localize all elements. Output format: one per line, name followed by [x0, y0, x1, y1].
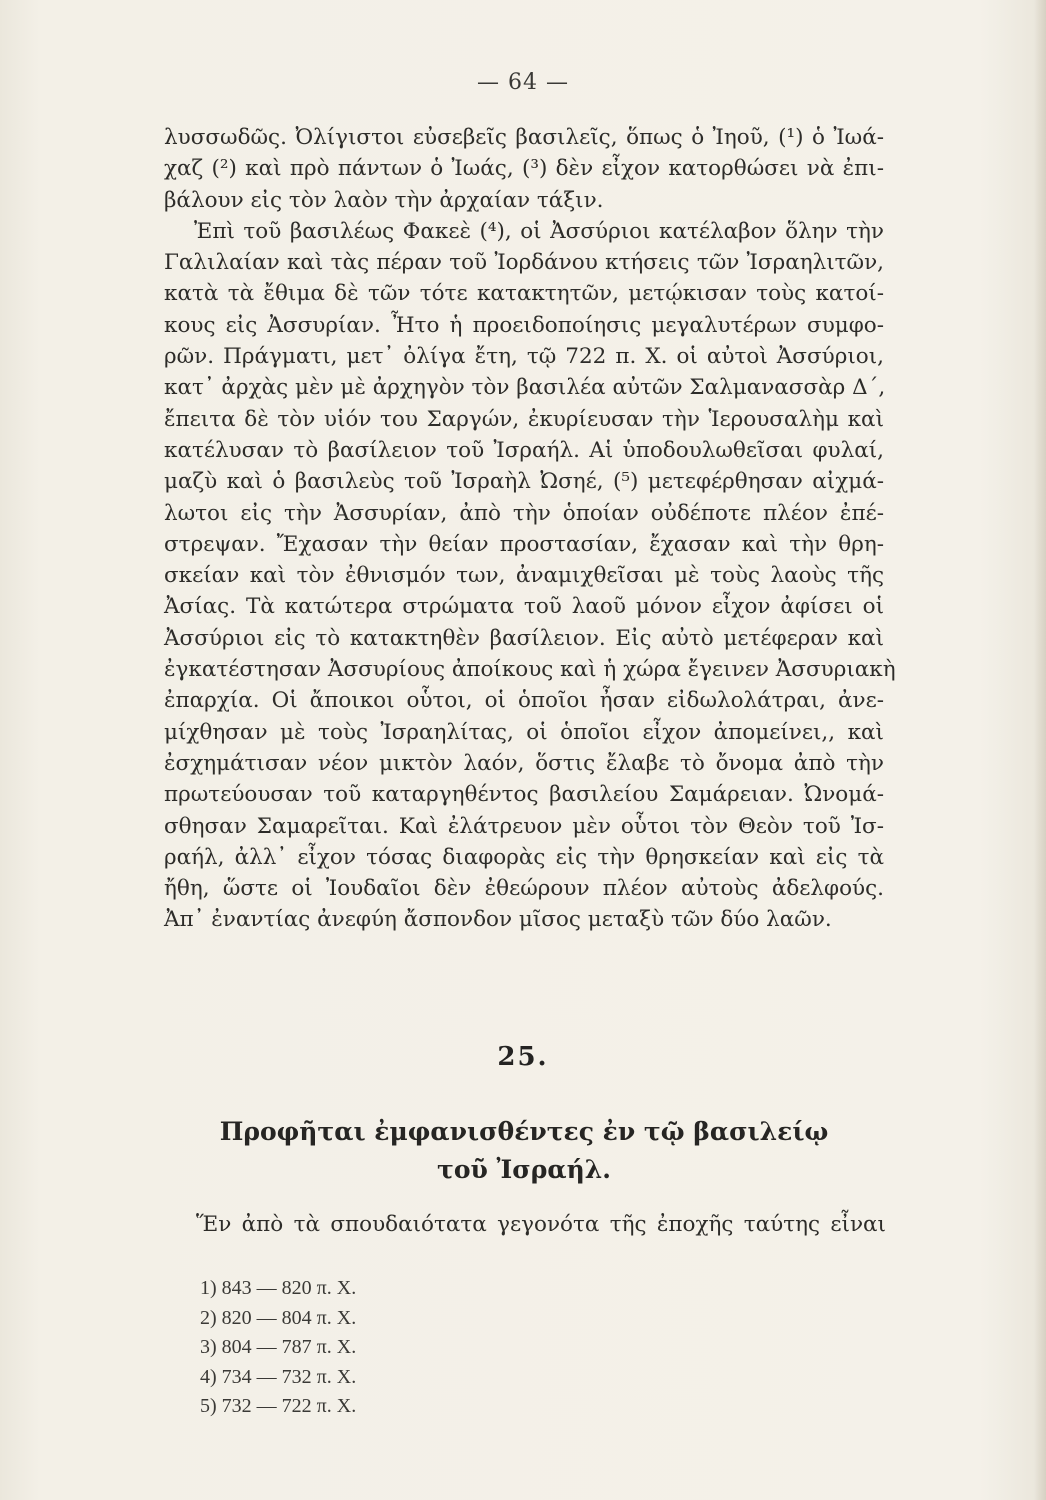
- body-line: πρωτεύουσαν τοῦ καταργηθέντος βασιλείου Σαμάρειαν. Ὠνομά-: [164, 782, 884, 808]
- body-line: βάλουν εἰς τὸν λαὸν τὴν ἀρχαίαν τάξιν.: [164, 187, 604, 213]
- footnote: 2) 820 — 804 π. Χ.: [200, 1306, 357, 1329]
- body-line: κους εἰς Ἀσσυρίαν. Ἦτο ἡ προειδοποίησις μεγαλυτέρων συμφο-: [164, 312, 884, 338]
- body-line: λυσσωδῶς. Ὀλίγιστοι εὐσεβεῖς βασιλεῖς, ὅπως ὁ Ἰηοῦ, (¹) ὁ Ἰωά-: [164, 125, 884, 150]
- body-line: κατέλυσαν τὸ βασίλειον τοῦ Ἰσραήλ. Αἱ ὑποδουλωθεῖσαι φυλαί,: [164, 437, 884, 463]
- body-line: Ἐπὶ τοῦ βασιλέως Φακεὲ (⁴), οἱ Ἀσσύριοι κατέλαβον ὅλην τὴν: [194, 218, 884, 244]
- body-line: ἐγκατέστησαν Ἀσσυρίους ἀποίκους καὶ ἡ χώρα ἔγεινεν Ἀσσυριακὴ: [164, 657, 896, 683]
- body-line: ἤθη, ὥστε οἱ Ἰουδαῖοι δὲν ἐθεώρουν πλέον αὐτοὺς ἀδελφούς.: [164, 876, 884, 902]
- body-line: μίχθησαν μὲ τοὺς Ἰσραηλίτας, οἱ ὁποῖοι εἶχον ἀπομείνει,, καὶ: [164, 719, 884, 745]
- footnotes: [200, 1274, 600, 1422]
- footnote: 4) 734 — 732 π. Χ.: [200, 1365, 357, 1388]
- body-line: χαζ (²) καὶ πρὸ πάντων ὁ Ἰωάς, (³) δὲν εἶχον κατορθώσει νὰ ἐπι-: [164, 156, 884, 182]
- body-line: κατ᾽ ἀρχὰς μὲν μὲ ἀρχηγὸν τὸν βασιλέα αὐτῶν Σαλμανασσὰρ Δ΄,: [164, 375, 886, 401]
- body-line: ἐσχημάτισαν νέον μικτὸν λαόν, ὅστις ἔλαβε τὸ ὄνομα ἀπὸ τὴν: [164, 750, 884, 776]
- body-line: Ἀπ᾽ ἐναντίας ἀνεφύη ἄσπονδον μῖσος μεταξὺ τῶν δύο λαῶν.: [164, 907, 832, 933]
- body-line: Γαλιλαίαν καὶ τὰς πέραν τοῦ Ἰορδάνου κτήσεις τῶν Ἰσραηλιτῶν,: [164, 250, 884, 276]
- chapter-title-line: τοῦ Ἰσραήλ.: [437, 1155, 611, 1184]
- footnote: 1) 843 — 820 π. Χ.: [200, 1277, 357, 1299]
- body-line: σθησαν Σαμαρεῖται. Καὶ ἐλάτρευον μὲν οὗτοι τὸν Θεὸν τοῦ Ἰσ-: [164, 813, 884, 839]
- body-line: λωτοι εἰς τὴν Ἀσσυρίαν, ἀπὸ τὴν ὁποίαν οὐδέποτε πλέον ἐπέ-: [164, 500, 884, 526]
- chapter-title-line: Προφῆται ἐμφανισθέντες ἐν τῷ βασιλείῳ: [219, 1117, 829, 1146]
- footnote: 3) 804 — 787 π. Χ.: [200, 1336, 357, 1358]
- body-line: σκείαν καὶ τὸν ἐθνισμόν των, ἀναμιχθεῖσαι μὲ τοὺς λαοὺς τῆς: [164, 563, 884, 589]
- footnote: 5) 732 — 722 π. Χ.: [200, 1395, 357, 1417]
- body-line: ἔπειτα δὲ τὸν υἱόν του Σαργών, ἐκυρίευσαν τὴν Ἱερουσαλὴμ καὶ: [164, 406, 884, 432]
- body-line: Ἀσίας. Τὰ κατώτερα στρώματα τοῦ λαοῦ μόνον εἶχον ἀφίσει οἱ: [164, 594, 884, 620]
- page-number: — 64 —: [477, 70, 569, 95]
- body-line: ρῶν. Πράγματι, μετ᾽ ὀλίγα ἔτη, τῷ 722 π. Χ. οἱ αὐτοὶ Ἀσσύριοι,: [164, 344, 884, 370]
- body-line: Ἀσσύριοι εἰς τὸ κατακτηθὲν βασίλειον. Εἰς αὐτὸ μετέφεραν καὶ: [164, 625, 884, 651]
- chapter-title: [164, 1113, 884, 1189]
- body-line: κατὰ τὰ ἔθιμα δὲ τῶν τότε κατακτητῶν, μετῴκισαν τοὺς κατοί-: [164, 281, 884, 307]
- chapter-number: 25.: [497, 1042, 549, 1072]
- body-text: [164, 122, 896, 936]
- body-line: στρεψαν. Ἔχασαν τὴν θείαν προστασίαν, ἔχασαν καὶ τὴν θρη-: [164, 531, 884, 557]
- chapter-intro-line: Ἕν ἀπὸ τὰ σπουδαιότατα γεγονότα τῆς ἐποχῆς ταύτης εἶναι: [196, 1212, 886, 1237]
- body-line: ραήλ, ἀλλ᾽ εἶχον τόσας διαφορὰς εἰς τὴν θρησκείαν καὶ εἰς τὰ: [164, 844, 884, 870]
- body-line: μαζὺ καὶ ὁ βασιλεὺς τοῦ Ἰσραὴλ Ὠσηέ, (⁵) μετεφέρθησαν αἰχμά-: [164, 469, 884, 495]
- page-edge-shadow: [1034, 0, 1046, 1500]
- body-line: ἐπαρχία. Οἱ ἄποικοι οὗτοι, οἱ ὁποῖοι ἦσαν εἰδωλολάτραι, ἀνε-: [164, 688, 884, 714]
